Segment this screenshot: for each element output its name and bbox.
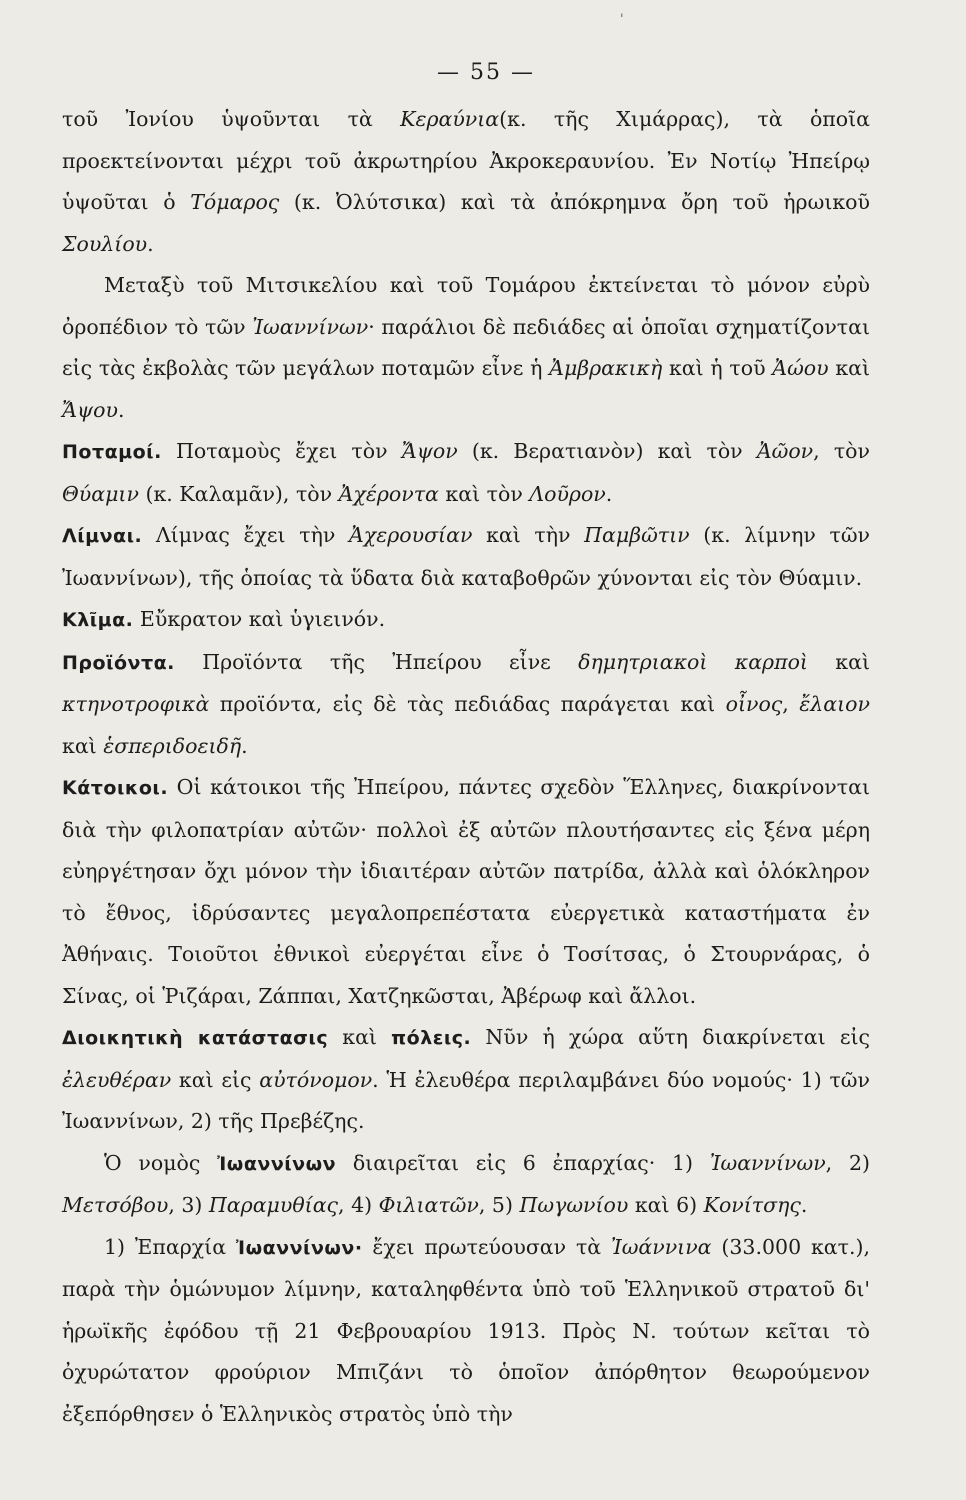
italic-term: Ἀχέροντα (338, 481, 439, 506)
text-run: Νῦν ἡ χώρα αὕτη διακρίνεται εἰς (471, 1025, 870, 1049)
section-heading: Ποταμοί. (62, 441, 162, 463)
italic-term: Πωγωνίου (519, 1193, 629, 1217)
text-run: Εὔκρατον καὶ ὑγιεινόν. (133, 607, 386, 631)
text-run: . (800, 1193, 808, 1217)
text-run: . Ἡ ἐλευθέρα περιλαμβάνει δύο νομούς· 1) τῶν Ἰωαννίνων, 2) τῆς Πρεβέζης. (62, 1067, 870, 1133)
italic-term: Ἰωαννίνων (252, 314, 369, 339)
paragraph-p4 (62, 515, 870, 599)
italic-term: Κονίτσης (703, 1193, 801, 1217)
text-run: . (241, 733, 248, 758)
italic-term: αὐτόνομον (259, 1067, 373, 1092)
italic-term: Ἄψου (62, 397, 118, 422)
text-run: προϊόντα, εἰς δὲ τὰς πεδιάδας παράγεται καὶ (209, 692, 726, 716)
text-run: καὶ τὸν (438, 481, 530, 506)
text-run: (κ. Καλαμᾶν), τὸν (138, 481, 339, 506)
italic-term: Ἀχερουσίαν (348, 523, 473, 547)
italic-term: Ἰωαννίνων (709, 1150, 826, 1175)
section-heading: Λίμναι. (62, 525, 143, 547)
italic-term: Ἀῶον (756, 439, 814, 463)
paragraph-p8 (62, 1017, 870, 1143)
italic-term: Τόμαρος (190, 190, 280, 214)
print-mark: ' (620, 12, 624, 27)
paragraph-p7 (62, 767, 870, 1017)
text-run: καὶ τὴν (472, 523, 585, 547)
text-run: . (117, 397, 125, 422)
body-text (62, 99, 870, 1435)
text-run: Οἱ κάτοικοι τῆς Ἠπείρου, πάντες σχεδὸν Ἕλληνες, διακρίνονται διὰ τὴν φιλοπατρίαν αὐτῶν· πολλοὶ ἐξ αὐτῶν πλουτήσαντες εἰς ξένα μέρη εὐηργέτησαν ὄχι μόνον τὴν ἰδιαιτέραν αὐτῶν πατρίδα, ἀλλὰ καὶ ὁλόκληρον τὸ ἔθνος, ἱδρύσαντες μεγαλοπρεπέστατα εὐεργετικὰ καταστήματα ἐν Ἀθήναις. Τοιοῦτοι ἐθνικοὶ εὐεργέται εἶνε ὁ Τοσίτσας, ὁ Στουρνάρας, ὁ Σίνας, οἱ Ῥιζάραι, Ζάππαι, Χατζηκῶσται, Ἀβέρωφ καὶ ἄλλοι. (62, 775, 870, 1008)
text-run: (κ. λίμνην τῶν Ἰωαννίνων), τῆς ὁποίας τὰ ὕδατα διὰ καταβοθρῶν χύνονται εἰς τὸν Θύαμιν. (62, 523, 871, 590)
text-run: . (147, 231, 154, 256)
italic-term: δημητριακοὶ καρποὶ (578, 649, 808, 674)
page-number: — 55 — (437, 60, 535, 85)
text-run: τοῦ Ἰονίου ὑψοῦνται τὰ (62, 107, 401, 131)
italic-term: Μετσόβου (62, 1193, 169, 1217)
paragraph-p3 (62, 431, 870, 515)
italic-term: οἶνος (725, 692, 783, 716)
text-run: ἔχει πρωτεύουσαν τὰ (362, 1234, 612, 1259)
text-run: , 5) (478, 1193, 520, 1217)
text-run: , (782, 692, 800, 716)
text-run: καὶ ἡ τοῦ (662, 356, 773, 380)
italic-term: ἐλευθέραν (62, 1067, 172, 1092)
text-run: · παράλιοι δὲ πεδιάδες αἱ ὁποῖαι σχηματίζονται εἰς τὰς ἐκβολὰς τῶν μεγάλων ποταμῶν εἶνε ἡ (62, 314, 871, 380)
italic-term: Θύαμιν (62, 481, 139, 506)
text-run: καὶ 6) (628, 1193, 704, 1217)
text-run: Ὁ νομὸς (104, 1150, 218, 1175)
text-run: διαιρεῖται εἰς 6 ἐπαρχίας· 1) (336, 1150, 710, 1175)
text-run: 1) Ἐπαρχία (104, 1234, 236, 1259)
section-heading: Κάτοικοι. (62, 777, 169, 799)
text-run: , 2) (825, 1150, 870, 1175)
section-heading: Προϊόντα. (62, 651, 175, 674)
text-run: (κ. Βερατιανὸν) καὶ τὸν (457, 439, 757, 463)
section-heading: Κλῖμα. (62, 609, 134, 631)
paragraph-p9 (62, 1143, 870, 1227)
italic-term: Ἀμβρακικὴ (549, 356, 663, 380)
text-run: , τὸν (813, 439, 870, 463)
section-heading: Διοικητικὴ κατάστασις (62, 1027, 329, 1049)
italic-term: Παραμυθίας (208, 1193, 339, 1217)
text-run: Προϊόντα τῆς Ἠπείρου εἶνε (174, 649, 579, 674)
text-run: (κ. τῆς Χιμάρρας), τὰ ὁποῖα προεκτείνονται μέχρι τοῦ ἀκρωτηρίου Ἀκροκεραυνίου. Ἐν Νοτίῳ Ἠπείρῳ ὑψοῦται ὁ (62, 107, 870, 214)
italic-term: κτηνοτροφικὰ (62, 692, 210, 716)
text-run: καὶ (328, 1025, 392, 1049)
text-run: Μεταξὺ τοῦ Μιτσικελίου καὶ τοῦ Τομάρου ἐκτείνεται τὸ μόνον εὐρὺ ὀροπέδιον τὸ τῶν (62, 273, 870, 339)
section-heading: Ἰωαννίνων· (235, 1236, 363, 1259)
text-run: (33.000 κατ.), παρὰ τὴν ὁμώνυμον λίμνην, καταληφθέντα ὑπὸ τοῦ Ἑλληνικοῦ στρατοῦ δι' ἡρωϊκῆς ἐφόδου τῇ 21 Φεβρουαρίου 1913. Πρὸς Ν. τούτων κεῖται τὸ ὀχυρώτατον φρούριον Μπιζάνι τὸ ὁποῖον ἀπόρθητον θεωρούμενον ἐξεπόρθησεν ὁ Ἑλληνικὸς στρατὸς ὑπὸ τὴν (62, 1234, 870, 1426)
paragraph-p10 (62, 1227, 870, 1436)
italic-term: Κεραύνια (400, 107, 500, 131)
text-run: (κ. Ὀλύτσικα) καὶ τὰ ἀπόκρημνα ὄρη τοῦ ἡρωικοῦ (279, 190, 870, 214)
italic-term: Ἰωάννινα (611, 1234, 712, 1259)
italic-term: Σουλίου (62, 231, 148, 256)
italic-term: Παμβῶτιν (584, 523, 690, 547)
text-run: , 3) (168, 1193, 209, 1217)
text-run: . (605, 481, 613, 506)
text-run: Ποταμοὺς ἔχει τὸν (161, 439, 402, 463)
text-run: , 4) (338, 1193, 379, 1217)
italic-term: Φιλιατῶν (378, 1193, 479, 1217)
italic-term: Λοῦρον (529, 481, 606, 506)
text-run: καὶ εἰς (171, 1067, 260, 1092)
paragraph-p2 (62, 265, 870, 431)
paragraph-p5 (62, 599, 870, 642)
text-run: καὶ (807, 649, 870, 674)
italic-term: Ἄψον (401, 439, 458, 463)
italic-term: Ἀώου (772, 356, 829, 380)
section-heading: πόλεις. (391, 1027, 472, 1049)
section-heading: Ἰωαννίνων (217, 1152, 337, 1175)
text-run: Λίμνας ἔχει τὴν (142, 523, 349, 547)
paragraph-p6 (62, 642, 870, 768)
paragraph-p1 (62, 99, 870, 265)
italic-term: ἑσπεριδοειδῆ (103, 733, 242, 758)
italic-term: ἔλαιον (799, 692, 870, 716)
text-run: καὶ (62, 733, 104, 758)
text-run: καὶ (828, 356, 871, 380)
